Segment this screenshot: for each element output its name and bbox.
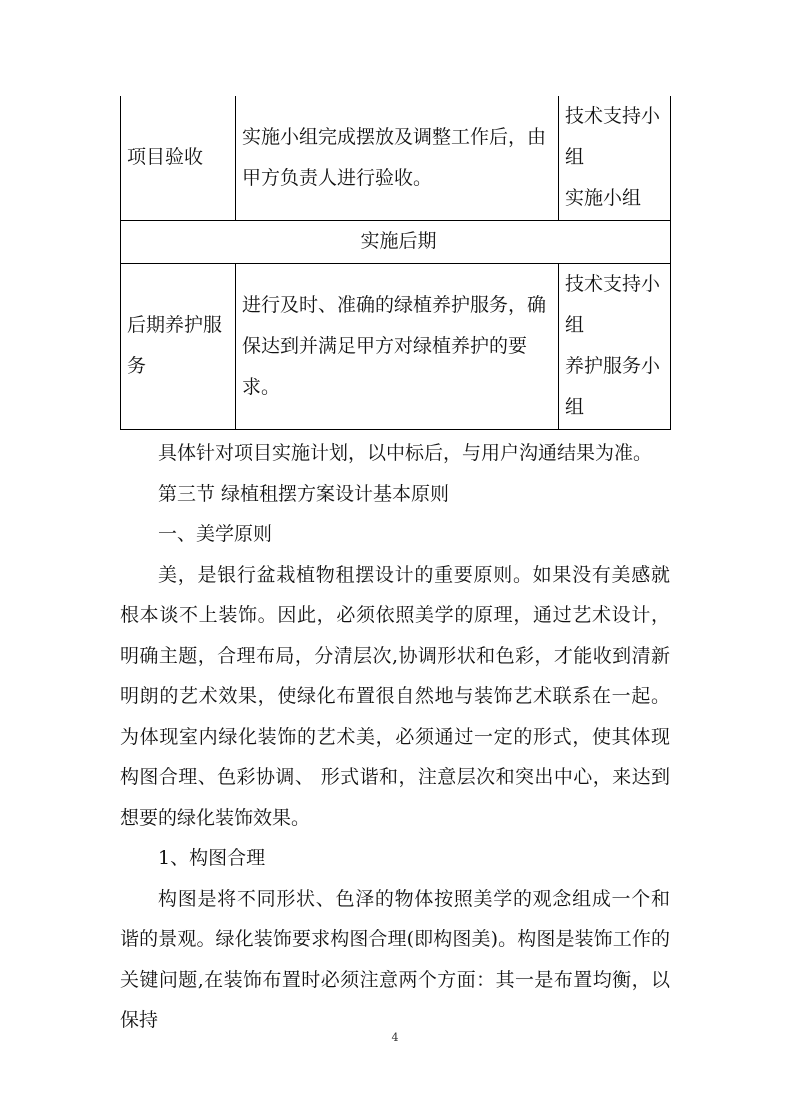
cell-line: 务	[127, 355, 147, 377]
subsection-heading: 一、美学原则	[158, 523, 273, 545]
cell-line: 组	[565, 396, 585, 418]
cell-line: 组	[565, 146, 585, 169]
table-row-phase-header	[121, 220, 671, 263]
table-cell-responsible	[559, 263, 671, 429]
table-row	[121, 96, 671, 220]
table-cell-responsible	[559, 96, 671, 220]
cell-line: 甲方负责人进行验收。	[242, 166, 433, 189]
cell-line: 进行及时、准确的绿植养护服务，确	[242, 293, 547, 316]
table-cell-item	[121, 263, 236, 429]
body-text	[120, 433, 670, 1041]
cell-line: 实施小组	[565, 187, 642, 210]
table-cell-content	[236, 263, 559, 429]
page-number: 4	[391, 1031, 399, 1044]
paragraph: 构图是将不同形状、色泽的物体按照美学的观念组成一个和谐的景观。绿化装饰要求构图合理(即构图美)。构图是装饰工作的关键问题,在装饰布置时必须注意两个方面：其一是布置均衡，以保持	[120, 887, 670, 1031]
cell-line: 组	[565, 314, 585, 336]
cell-line: 技术支持小	[565, 105, 661, 128]
cell-line: 保达到并满足甲方对绿植养护的要	[242, 334, 528, 357]
table-cell-item: 项目验收	[121, 96, 236, 220]
section-heading: 第三节 绿植租摆方案设计基本原则	[158, 482, 450, 505]
cell-line: 养护服务小	[565, 355, 661, 377]
table-cell-content	[236, 96, 559, 220]
paragraph: 具体针对项目实施计划，以中标后，与用户沟通结果为准。	[158, 442, 653, 464]
table-row	[121, 263, 671, 429]
phase-header: 实施后期	[121, 220, 671, 263]
implementation-plan-table	[120, 96, 671, 430]
subsection-heading: 1、构图合理	[158, 847, 266, 869]
paragraph: 美，是银行盆栽植物租摆设计的重要原则。如果没有美感就根本谈不上装饰。因此，必须依照美学的原理，通过艺术设计，明确主题，合理布局，分清层次,协调形状和色彩，才能收到清新明朗的艺术效果，使绿化布置很自然地与装饰艺术联系在一起。为体现室内绿化装饰的艺术美，必须通过一定的形式，使其体现构图合理、色彩协调、 形式谐和，注意层次和突出中心，来达到想要的绿化装饰效果。	[120, 563, 670, 829]
cell-line: 求。	[242, 375, 281, 398]
cell-line: 后期养护服	[127, 314, 223, 336]
cell-line: 实施小组完成摆放及调整工作后，由	[242, 125, 547, 148]
cell-line: 技术支持小	[565, 273, 661, 295]
